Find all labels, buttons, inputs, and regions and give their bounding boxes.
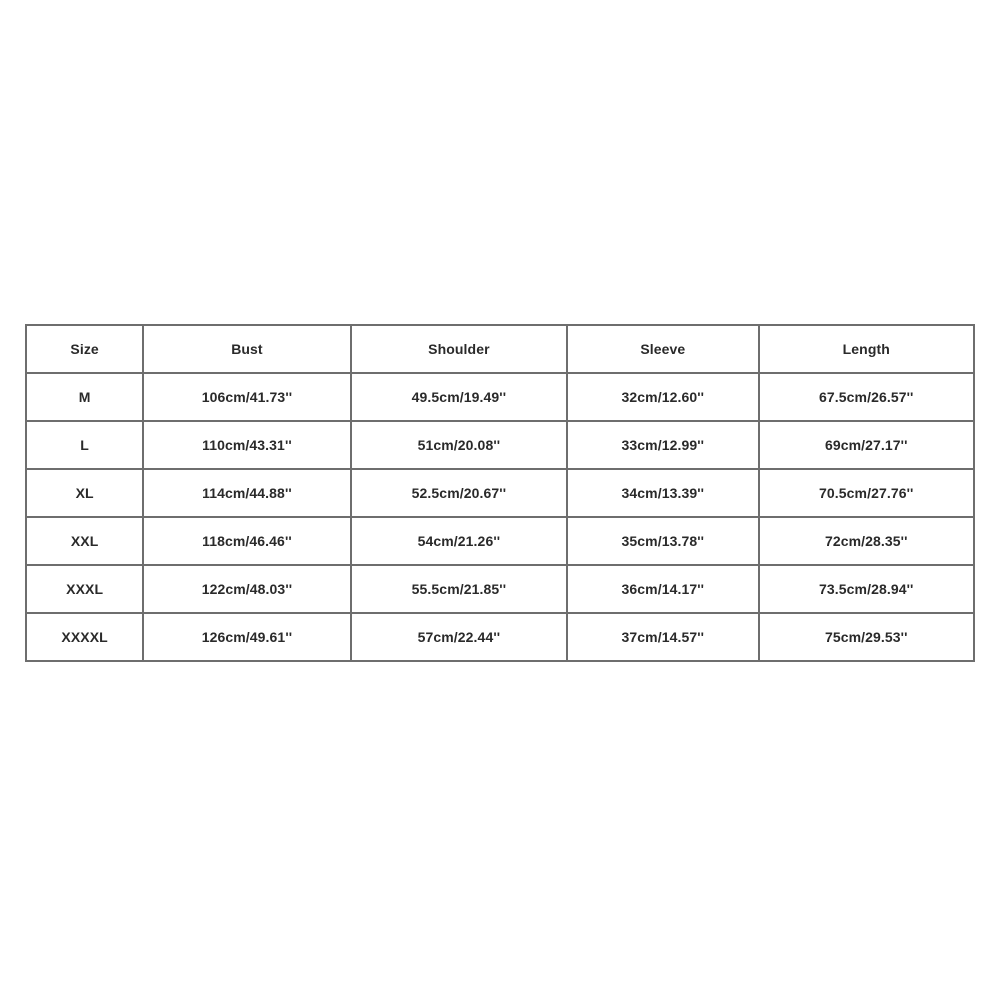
table-row [26,613,974,661]
cell-sleeve: 32cm/12.60'' [567,373,758,421]
table-header-row [26,325,974,373]
cell-length: 67.5cm/26.57'' [759,373,974,421]
cell-shoulder: 51cm/20.08'' [351,421,567,469]
cell-size: XXL [26,517,143,565]
cell-size: L [26,421,143,469]
header-bust: Bust [143,325,350,373]
cell-shoulder: 54cm/21.26'' [351,517,567,565]
cell-length: 73.5cm/28.94'' [759,565,974,613]
cell-sleeve: 33cm/12.99'' [567,421,758,469]
header-size: Size [26,325,143,373]
cell-size: XXXXL [26,613,143,661]
cell-shoulder: 55.5cm/21.85'' [351,565,567,613]
cell-size: XL [26,469,143,517]
header-length: Length [759,325,974,373]
table-row [26,565,974,613]
cell-length: 69cm/27.17'' [759,421,974,469]
header-shoulder: Shoulder [351,325,567,373]
cell-length: 70.5cm/27.76'' [759,469,974,517]
table-row [26,373,974,421]
cell-bust: 114cm/44.88'' [143,469,350,517]
table-row [26,517,974,565]
cell-bust: 122cm/48.03'' [143,565,350,613]
cell-sleeve: 36cm/14.17'' [567,565,758,613]
cell-sleeve: 35cm/13.78'' [567,517,758,565]
cell-bust: 126cm/49.61'' [143,613,350,661]
cell-length: 75cm/29.53'' [759,613,974,661]
cell-bust: 106cm/41.73'' [143,373,350,421]
cell-bust: 118cm/46.46'' [143,517,350,565]
cell-size: M [26,373,143,421]
cell-length: 72cm/28.35'' [759,517,974,565]
cell-sleeve: 37cm/14.57'' [567,613,758,661]
cell-shoulder: 52.5cm/20.67'' [351,469,567,517]
size-chart-table [25,324,975,662]
cell-sleeve: 34cm/13.39'' [567,469,758,517]
header-sleeve: Sleeve [567,325,758,373]
cell-bust: 110cm/43.31'' [143,421,350,469]
cell-size: XXXL [26,565,143,613]
table-row [26,421,974,469]
cell-shoulder: 49.5cm/19.49'' [351,373,567,421]
table-row [26,469,974,517]
cell-shoulder: 57cm/22.44'' [351,613,567,661]
